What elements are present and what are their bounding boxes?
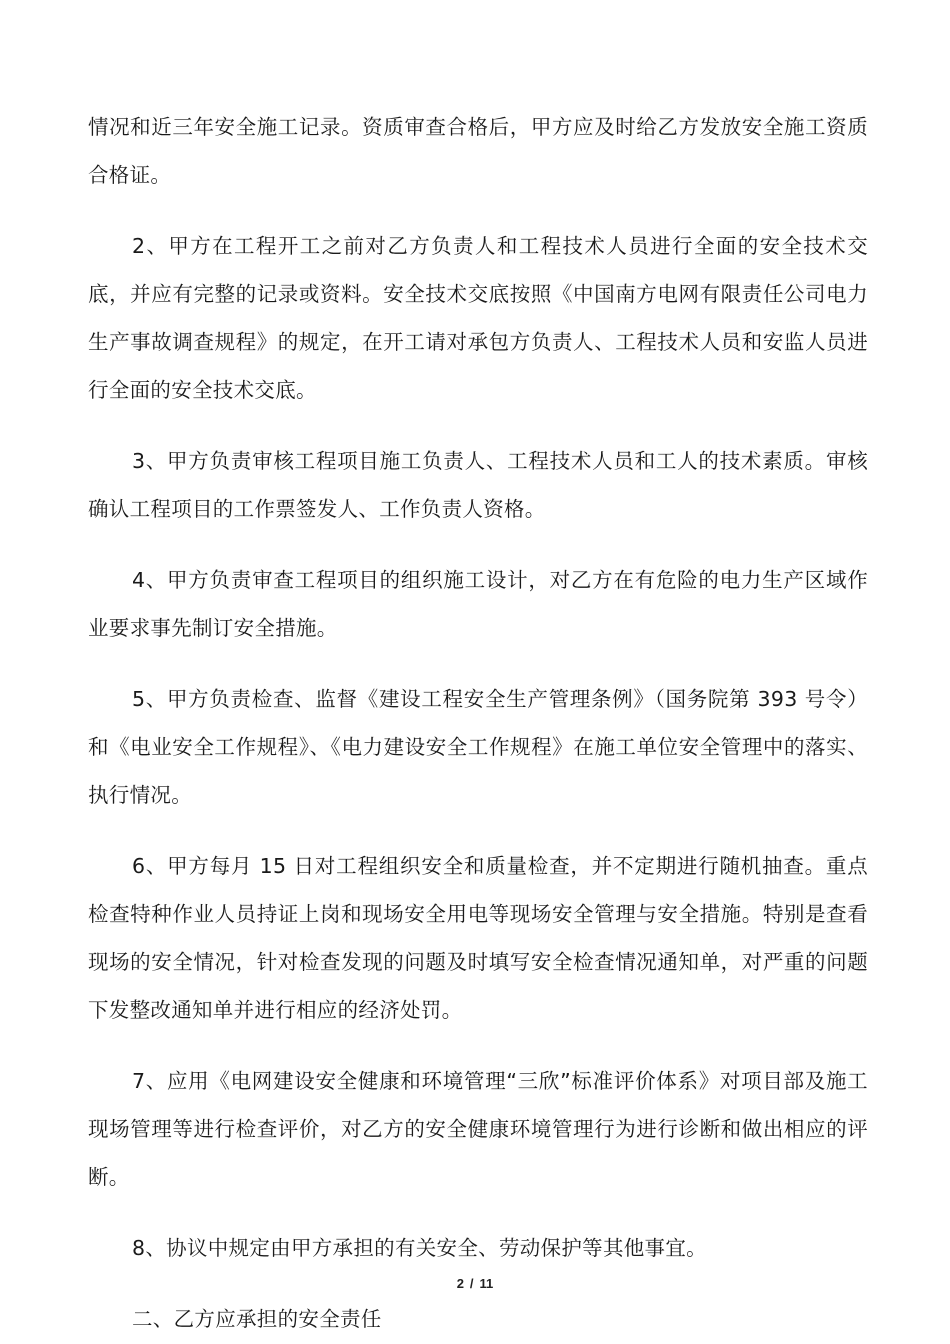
paragraph-item-6: 6、甲方每月 15 日对工程组织安全和质量检查，并不定期进行随机抽查。重点检查特种作业人员持证上岗和现场安全用电等现场安全管理与安全措施。特别是查看现场的安全情况，针对检查发现的问题及时填写安全检查情况通知单，对严重的问题下发整改通知单并进行相应的经济处罚。 <box>88 854 868 1022</box>
paragraph-item-4: 4、甲方负责审查工程项目的组织施工设计，对乙方在有危险的电力生产区域作业要求事先制订安全措施。 <box>88 568 868 640</box>
paragraph-item-8: 8、协议中规定由甲方承担的有关安全、劳动保护等其他事宜。 <box>132 1236 707 1260</box>
document-body <box>88 103 868 1343</box>
section-heading: 二、乙方应承担的安全责任 <box>132 1307 382 1331</box>
paragraph-item-5: 5、甲方负责检查、监督《建设工程安全生产管理条例》（国务院第 393 号令）和《电业安全工作规程》、《电力建设安全工作规程》在施工单位安全管理中的落实、执行情况。 <box>88 687 868 807</box>
page-number <box>0 1276 950 1291</box>
total-pages-number: 11 <box>479 1276 494 1291</box>
paragraph-continuation: 情况和近三年安全施工记录。资质审查合格后，甲方应及时给乙方发放安全施工资质合格证。 <box>88 115 868 187</box>
paragraph-item-7: 7、应用《电网建设安全健康和环境管理“三欣”标准评价体系》对项目部及施工现场管理等进行检查评价，对乙方的安全健康环境管理行为进行诊断和做出相应的评断。 <box>88 1069 868 1189</box>
page-separator: / <box>469 1276 474 1291</box>
paragraph-item-2: 2、甲方在工程开工之前对乙方负责人和工程技术人员进行全面的安全技术交底，并应有完整的记录或资料。安全技术交底按照《中国南方电网有限责任公司电力生产事故调查规程》的规定，在开工请对承包方负责人、工程技术人员和安监人员进行全面的安全技术交底。 <box>88 234 868 402</box>
paragraph-item-3: 3、甲方负责审核工程项目施工负责人、工程技术人员和工人的技术素质。审核确认工程项目的工作票签发人、工作负责人资格。 <box>88 449 868 521</box>
current-page-number: 2 <box>456 1276 464 1291</box>
